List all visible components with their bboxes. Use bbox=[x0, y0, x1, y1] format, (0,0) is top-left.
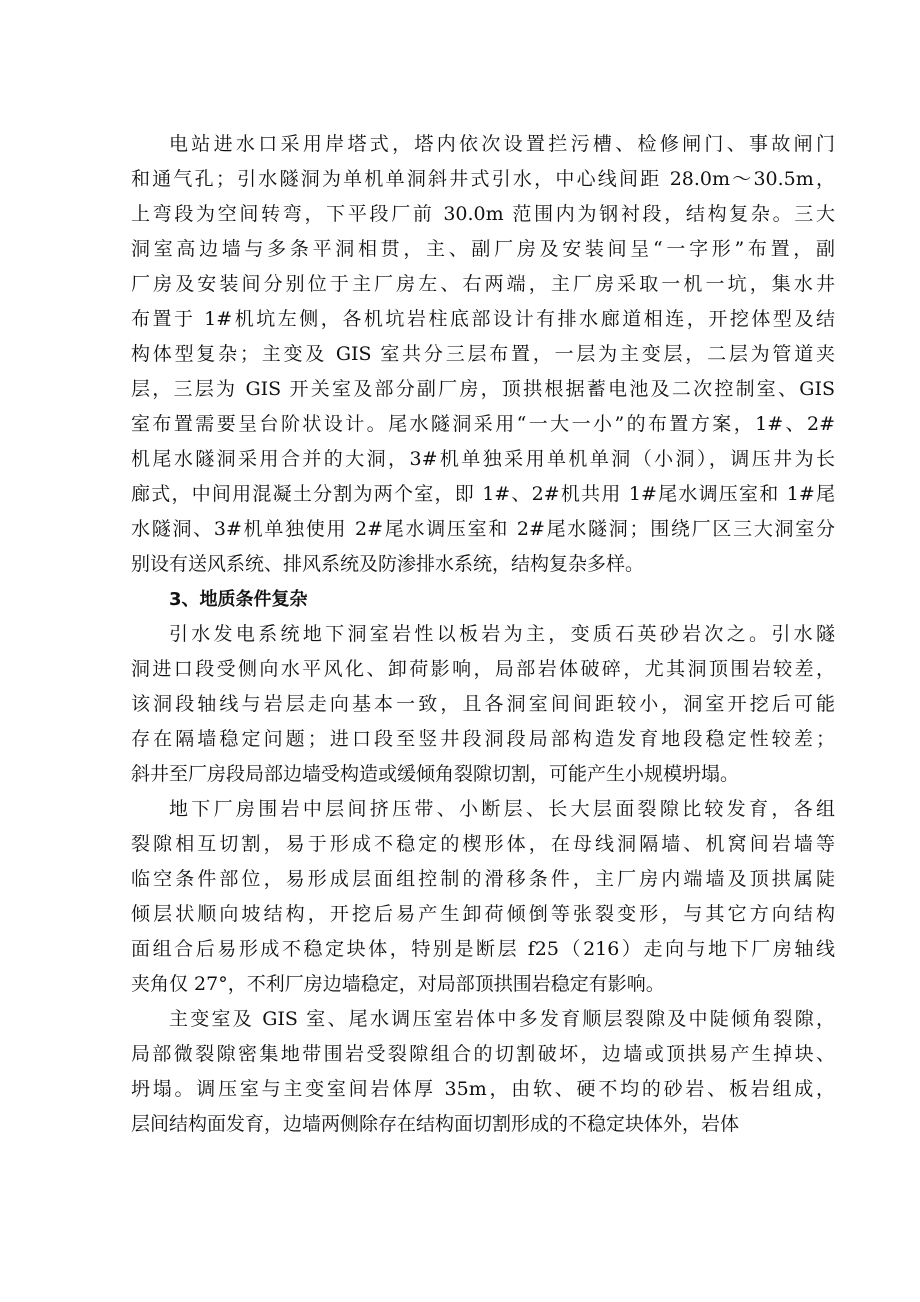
text-line: 局部微裂隙密集地带围岩受裂隙组合的切割破坏，边墙或顶拱易产生掉块、 bbox=[131, 1043, 835, 1065]
text-line: 临空条件部位，易形成层面组控制的滑移条件，主厂房内端墙及顶拱属陡 bbox=[131, 868, 835, 890]
text-line: 引水发电系统地下洞室岩性以板岩为主，变质石英砂岩次之。引水隧 bbox=[169, 623, 835, 645]
text-line: 室布置需要呈台阶状设计。尾水隧洞采用“一大一小”的布置方案，1#、2# bbox=[131, 413, 835, 435]
document-body bbox=[131, 127, 835, 1142]
text-line: 裂隙相互切割，易于形成不稳定的楔形体，在母线洞隔墙、机窝间岩墙等 bbox=[131, 833, 835, 855]
text-line: 层，三层为 GIS 开关室及部分副厂房，顶拱根据蓄电池及二次控制室、GIS bbox=[131, 378, 835, 400]
text-line: 上弯段为空间转弯，下平段厂前 30.0m 范围内为钢衬段，结构复杂。三大 bbox=[131, 203, 835, 225]
text-line: 洞室高边墙与多条平洞相贯，主、副厂房及安装间呈“一字形”布置，副 bbox=[131, 238, 835, 260]
body-paragraph bbox=[131, 1002, 835, 1142]
text-line: 机尾水隧洞采用合并的大洞，3#机单独采用单机单洞（小洞），调压井为长 bbox=[131, 448, 835, 470]
text-line: 构体型复杂；主变及 GIS 室共分三层布置，一层为主变层，二层为管道夹 bbox=[131, 343, 835, 365]
text-line: 水隧洞、3#机单独使用 2#尾水调压室和 2#尾水隧洞；围绕厂区三大洞室分 bbox=[131, 518, 835, 540]
text-line: 主变室及 GIS 室、尾水调压室岩体中多发育顺层裂隙及中陡倾角裂隙， bbox=[169, 1008, 835, 1030]
text-line: 坍塌。调压室与主变室间岩体厚 35m，由软、硬不均的砂岩、板岩组成， bbox=[131, 1078, 835, 1100]
text-line: 倾层状顺向坡结构，开挖后易产生卸荷倾倒等张裂变形，与其它方向结构 bbox=[131, 903, 835, 925]
text-line: 廊式，中间用混凝土分割为两个室，即 1#、2#机共用 1#尾水调压室和 1#尾 bbox=[131, 483, 835, 505]
body-paragraph bbox=[131, 127, 835, 582]
text-line: 存在隔墙稳定问题；进口段至竖井段洞段局部构造发育地段稳定性较差； bbox=[131, 728, 835, 750]
section-heading bbox=[131, 582, 835, 617]
text-line: 别设有送风系统、排风系统及防渗排水系统，结构复杂多样。 bbox=[131, 553, 645, 575]
text-line: 3、地质条件复杂 bbox=[169, 589, 308, 610]
text-line: 洞进口段受侧向水平风化、卸荷影响，局部岩体破碎，尤其洞顶围岩较差， bbox=[131, 658, 835, 680]
text-line: 层间结构面发育，边墙两侧除存在结构面切割形成的不稳定块体外，岩体 bbox=[131, 1113, 740, 1135]
text-line: 地下厂房围岩中层间挤压带、小断层、长大层面裂隙比较发育，各组 bbox=[169, 798, 835, 820]
body-paragraph bbox=[131, 617, 835, 792]
text-line: 面组合后易形成不稳定块体，特别是断层 f25（216）走向与地下厂房轴线 bbox=[131, 938, 835, 960]
text-line: 夹角仅 27°，不利厂房边墙稳定，对局部顶拱围岩稳定有影响。 bbox=[131, 973, 665, 995]
text-line: 电站进水口采用岸塔式，塔内依次设置拦污槽、检修闸门、事故闸门 bbox=[169, 133, 835, 155]
text-line: 和通气孔；引水隧洞为单机单洞斜井式引水，中心线间距 28.0m～30.5m， bbox=[131, 168, 835, 190]
text-line: 布置于 1#机坑左侧，各机坑岩柱底部设计有排水廊道相连，开挖体型及结 bbox=[131, 308, 835, 330]
text-line: 斜井至厂房段局部边墙受构造或缓倾角裂隙切割，可能产生小规模坍塌。 bbox=[131, 763, 740, 785]
body-paragraph bbox=[131, 792, 835, 1002]
text-line: 厂房及安装间分别位于主厂房左、右两端，主厂房采取一机一坑，集水井 bbox=[131, 273, 835, 295]
text-line: 该洞段轴线与岩层走向基本一致，且各洞室间间距较小，洞室开挖后可能 bbox=[131, 693, 835, 715]
